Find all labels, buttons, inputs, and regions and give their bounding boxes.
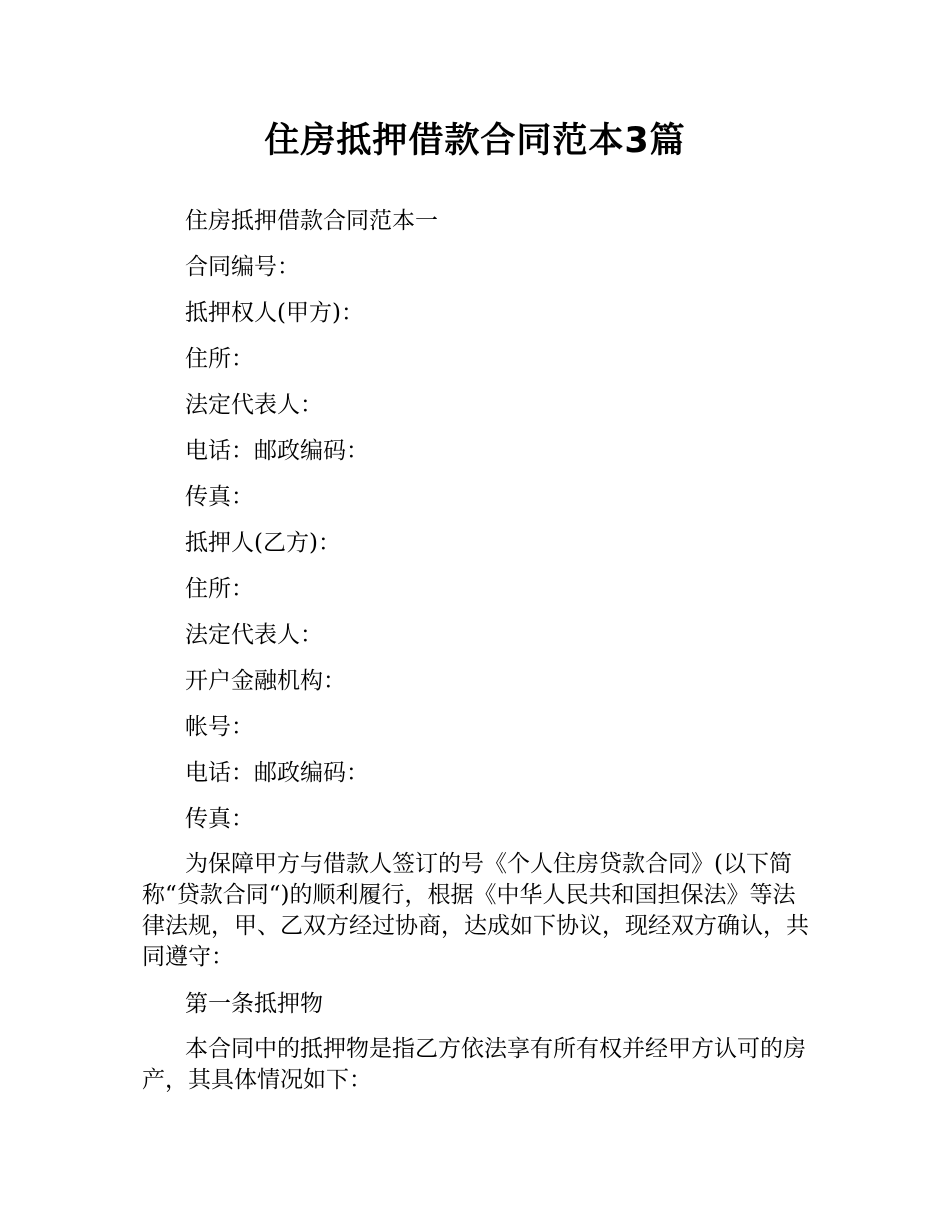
mortgagor-bank-field: 开户金融机构： <box>185 668 346 694</box>
mortgagee-legal-rep-field: 法定代表人： <box>185 392 323 418</box>
mortgagor-phone-postcode-field: 电话：邮政编码： <box>185 760 369 786</box>
mortgagee-phone-postcode-field: 电话：邮政编码： <box>185 438 369 464</box>
section-paragraph: 本合同中的抵押物是指乙方依法享有所有权并经甲方认可的房产，其具体情况如下： <box>142 1036 806 1093</box>
mortgagor-address-field: 住所： <box>185 576 254 602</box>
mortgagee-fax-field: 传真： <box>185 484 254 510</box>
document-body <box>142 198 812 1104</box>
mortgagor-legal-rep-field: 法定代表人： <box>185 622 323 648</box>
preamble-paragraph: 为保障甲方与借款人签订的号《个人住房贷款合同》(以下简称“贷款合同“)的顺利履行，根据《中华人民共和国担保法》等法律法规，甲、乙双方经过协商，达成如下协议，现经双方确认，共同遵守： <box>142 851 809 970</box>
contract-number-field: 合同编号： <box>185 254 300 280</box>
mortgagor-field: 抵押人(乙方)： <box>185 530 341 556</box>
document-title: 住房抵押借款合同范本3篇 <box>264 121 686 161</box>
mortgagor-fax-field: 传真： <box>185 806 254 832</box>
mortgagee-address-field: 住所： <box>185 346 254 372</box>
contract-subtitle: 住房抵押借款合同范本一 <box>185 208 438 234</box>
mortgagor-account-field: 帐号： <box>185 714 254 740</box>
section-heading: 第一条抵押物 <box>185 991 323 1017</box>
mortgagee-field: 抵押权人(甲方)： <box>185 300 364 326</box>
